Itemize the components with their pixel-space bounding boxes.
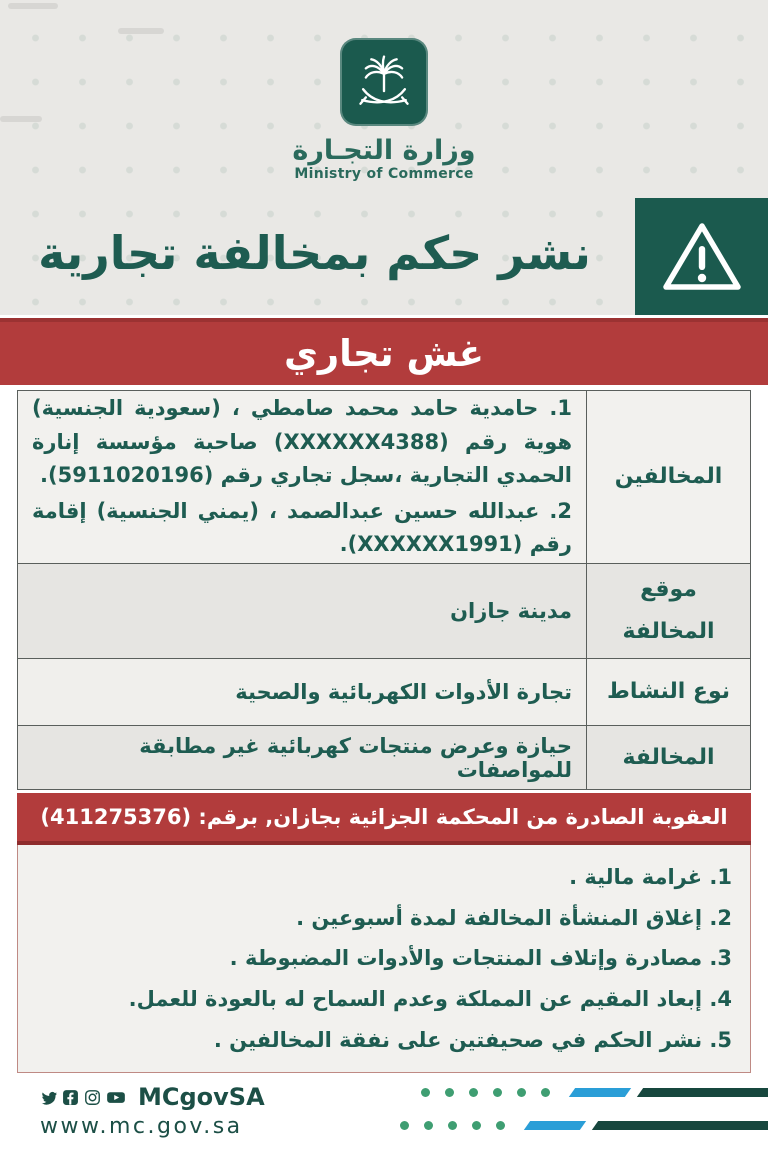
row-label: المخالفة xyxy=(586,726,750,789)
penalty-item: 5. نشر الحكم في صحيفتين على نفقة المخالفين . xyxy=(213,1027,732,1052)
row-value: حيازة وعرض منتجات كهربائية غير مطابقة للمواصفات xyxy=(139,733,572,782)
row-value: تجارة الأدوات الكهربائية والصحية xyxy=(235,680,572,704)
website-url: www.mc.gov.sa xyxy=(40,1114,243,1139)
ministry-name-english: Ministry of Commerce xyxy=(294,166,474,182)
penalty-item: 1. غرامة مالية . xyxy=(569,865,732,890)
violation-type-banner: غش تجاري xyxy=(0,318,768,385)
penalty-item: 2. إغلاق المنشأة المخالفة لمدة أسبوعين . xyxy=(296,905,732,930)
row-value xyxy=(18,391,586,563)
twitter-icon xyxy=(40,1089,57,1106)
violation-table xyxy=(17,390,751,790)
decor-blue-bar xyxy=(569,1088,631,1097)
footer-decoration-row xyxy=(385,1121,768,1130)
table-row-violation xyxy=(18,725,750,789)
decor-dash xyxy=(8,3,58,9)
decor-dot xyxy=(472,1121,481,1130)
decor-dash xyxy=(118,28,164,34)
saudi-emblem-icon xyxy=(340,38,428,126)
footer-decoration-row xyxy=(406,1088,768,1097)
ministry-logo xyxy=(0,38,768,182)
table-row-location xyxy=(18,563,750,658)
table-row-violators xyxy=(18,391,750,563)
penalty-item: 3. مصادرة وإتلاف المنتجات والأدوات المضبوطة . xyxy=(229,946,732,971)
decor-dot xyxy=(541,1088,550,1097)
decor-dot xyxy=(496,1121,505,1130)
decor-green-bar xyxy=(637,1088,768,1097)
penalty-header-banner: العقوبة الصادرة من المحكمة الجزائية بجازان, برقم: (411275376) xyxy=(17,793,751,845)
penalty-item: 4. إبعاد المقيم عن المملكة وعدم السماح له بالعودة للعمل. xyxy=(128,987,732,1012)
footer xyxy=(0,1073,768,1169)
instagram-icon xyxy=(84,1089,101,1106)
decor-dot xyxy=(400,1121,409,1130)
penalties-list xyxy=(17,845,751,1073)
row-label: المخالفين xyxy=(586,391,750,563)
warning-triangle-icon xyxy=(659,219,745,295)
decor-blue-bar xyxy=(524,1121,586,1130)
row-label: موقع المخالفة xyxy=(586,564,750,658)
decor-dot xyxy=(421,1088,430,1097)
header xyxy=(0,0,768,315)
social-block xyxy=(40,1083,265,1139)
decor-dot xyxy=(517,1088,526,1097)
decor-green-bar xyxy=(592,1121,768,1130)
decor-dot xyxy=(493,1088,502,1097)
row-label: نوع النشاط xyxy=(586,659,750,725)
facebook-icon xyxy=(62,1089,79,1106)
violator-entry: 2. عبدالله حسين عبدالصمد ، (يمني الجنسية) إقامة رقم (XXXXXX1991). xyxy=(32,498,572,557)
table-row-activity xyxy=(18,658,750,725)
decor-dot xyxy=(445,1088,454,1097)
decor-dot xyxy=(424,1121,433,1130)
warning-box xyxy=(635,198,768,315)
decor-dot xyxy=(448,1121,457,1130)
social-handle: MCgovSA xyxy=(138,1083,265,1111)
youtube-icon xyxy=(106,1089,126,1106)
page-title: نشر حكم بمخالفة تجارية xyxy=(38,225,591,280)
row-value: مدينة جازان xyxy=(450,599,572,623)
ministry-name-arabic: وزارة التجـارة xyxy=(292,135,476,166)
decor-dot xyxy=(469,1088,478,1097)
violator-entry: 1. حامدية حامد محمد صامطي ، (سعودية الجنسية) هوية رقم (XXXXXX4388) صاحبة مؤسسة إنارة الحمدي التجارية ،سجل تجاري رقم (5911020196). xyxy=(32,396,572,488)
